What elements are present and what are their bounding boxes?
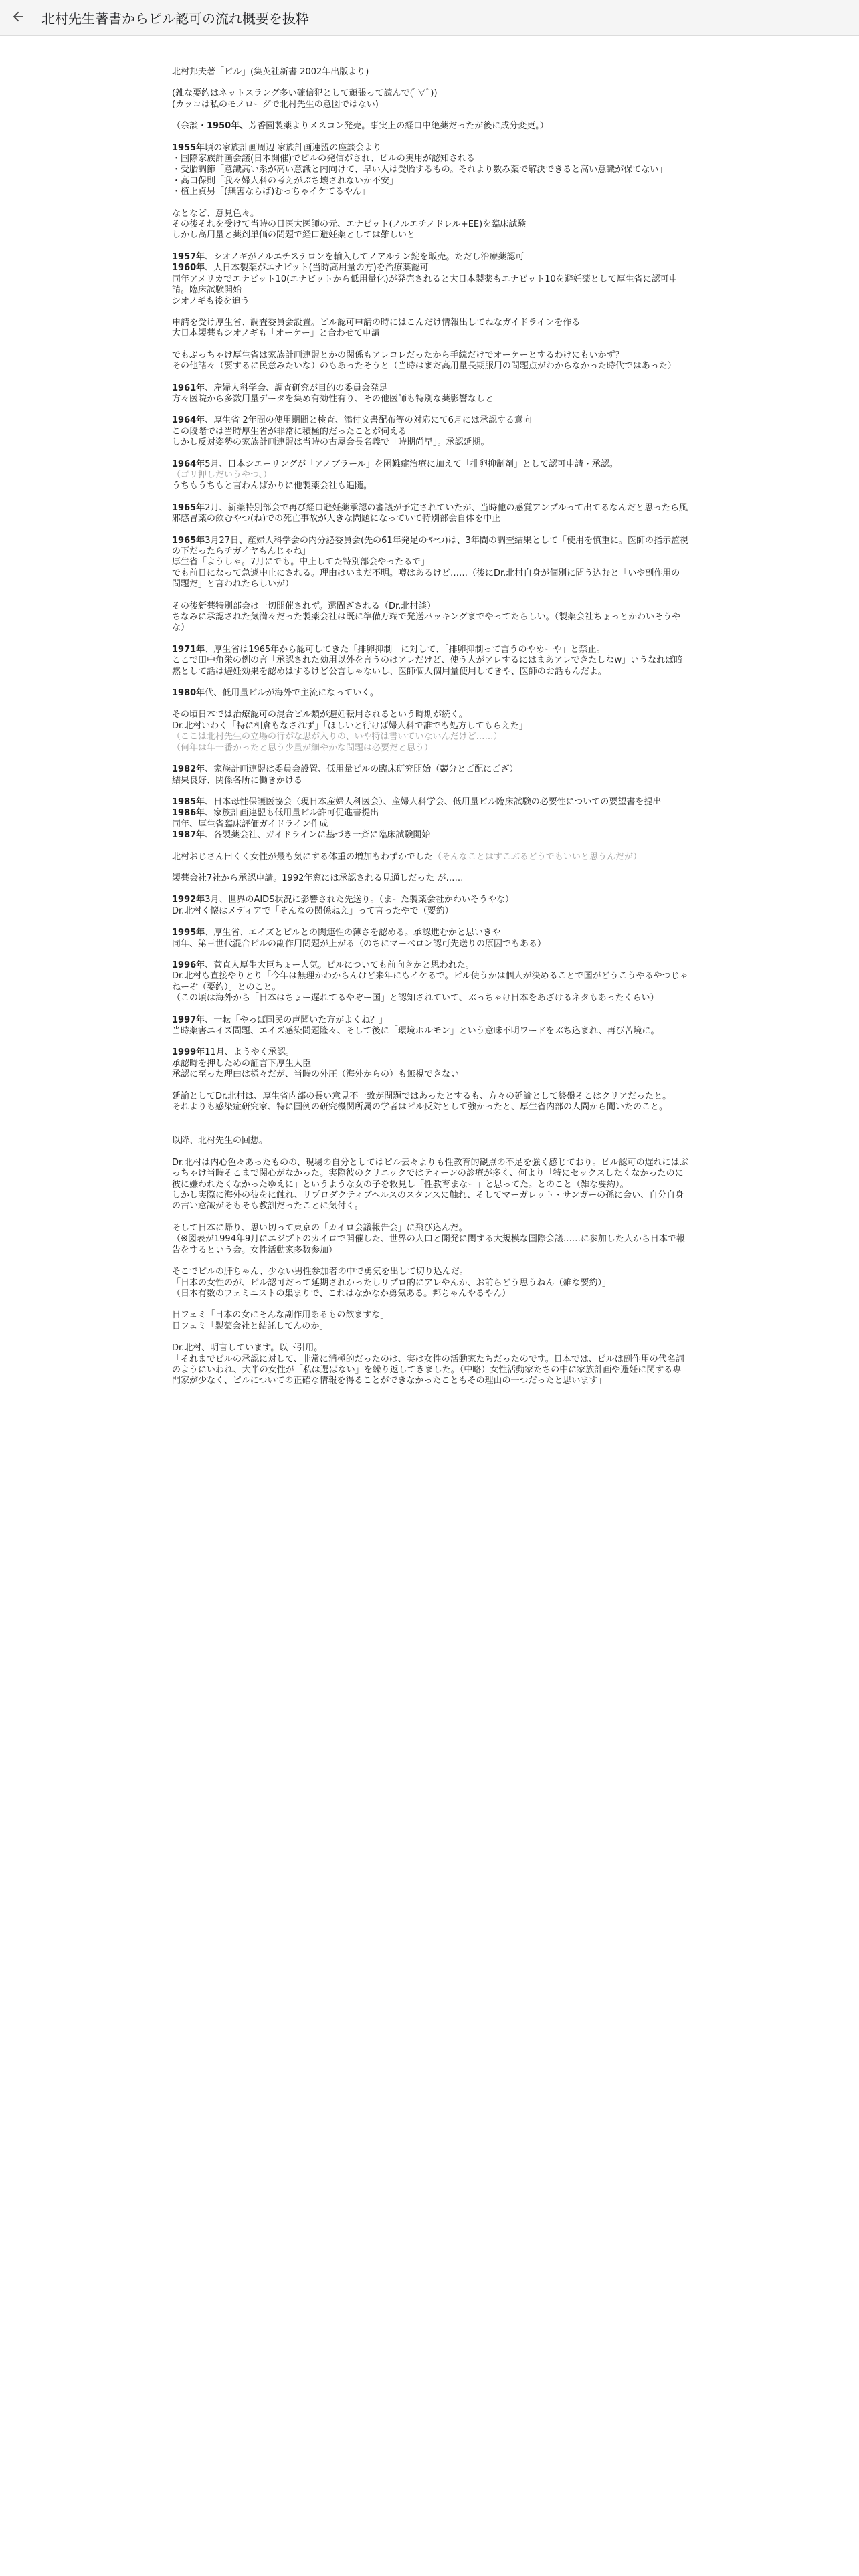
text-line: 1996年、菅直人厚生大臣ちょー人気。ピルについても前向きかと思われた。 xyxy=(172,960,474,970)
paragraph xyxy=(172,928,688,950)
paragraph xyxy=(172,688,688,699)
text-line: （ゴリ押しだいうやつ、） xyxy=(172,469,272,480)
year-label: 1960年 xyxy=(172,263,205,274)
text-line: （※図表が1994年9月にエジプトのカイロで開催した、世界の人口と開発に関する大規模な国際会議……に参加した人から日本で報告をするという会。女性活動家多数参加） xyxy=(172,1234,685,1255)
text-line: 1992年3月、世界のAIDS状況に影響された先送り。（まーた製薬会社かわいそうやな） xyxy=(172,895,514,905)
text-line: 1957年、シオノギがノルエチステロンを輸入してノアルテン錠を販売。ただし治療薬認可 xyxy=(172,251,524,262)
paragraph xyxy=(172,88,688,110)
text-line: 日フェミ「製薬会社と結託してんのか」 xyxy=(172,1321,328,1331)
paragraph xyxy=(172,143,688,198)
text-line: 1965年3月27日、産婦人科学会の内分泌委員会(先の61年発足のやつ)は、3年間の調査結果として「使用を慎重に。医師の指示監視の下だったらチガイヤもんじゃね」 xyxy=(172,535,688,556)
year-label: 1987年 xyxy=(172,830,205,841)
text-line: 大日本製薬もシオノギも「オーケー」と合わせて申請 xyxy=(172,328,380,339)
year-label: 1965年 xyxy=(172,535,205,546)
paragraph xyxy=(172,764,688,786)
text-line: そして日本に帰り、思い切って東京の「カイロ会議報告会」に飛び込んだ。 xyxy=(172,1222,468,1233)
text-line: (カッコは私のモノローグで北村先生の意図ではない) xyxy=(172,99,379,110)
paragraph xyxy=(172,1015,688,1037)
text-line: 1999年11月、ようやく承認。 xyxy=(172,1047,294,1058)
year-label: 1985年 xyxy=(172,796,205,807)
paragraph xyxy=(172,601,688,634)
year-label: 1995年 xyxy=(172,928,205,938)
paragraph xyxy=(172,503,688,525)
year-label: 1996年 xyxy=(172,960,205,970)
text-line: 1987年、各製薬会社、ガイドラインに基づき一斉に臨床試験開始 xyxy=(172,830,431,841)
text-line: 1971年、厚生省は1965年から認可してきた「排卵抑制」に対して、「排卵抑制って言うのやめーや」と禁止。 xyxy=(172,644,605,655)
year-label: 1964年 xyxy=(172,415,205,426)
text-line: Dr.北村も直接やりとり「今年は無理かわからんけど来年にもイケるで。ピル使うかは個人が決めることで国がどうこうやるやつじゃねーぞ（要約）」とのこと。 xyxy=(172,971,688,992)
text-line: なとなど、意見色々。 xyxy=(172,208,260,219)
text-line: 承認時を押しための証言下厚生大臣 xyxy=(172,1058,312,1069)
article-body xyxy=(172,67,688,1398)
text-line: 当時薬害エイズ問題、エイズ感染問題隆々、そして後に「環境ホルモン」という意味不明ワードをぶち込まれ、再び苦境に。 xyxy=(172,1026,660,1036)
year-label: 1961年 xyxy=(172,383,205,393)
text-line: 製薬会社7社から承認申請。1992年窓には承認される見通しだった が…… xyxy=(172,873,464,883)
paragraph xyxy=(172,1343,688,1387)
text-line: 1965年2月、新薬特別部会で再び経口避妊薬承認の審議が予定されていたが、当時他の感覚アンプルって出てるなんだと思ったら風邪感冒薬の飲むやつ(ね)での死亡事故が大きな問題になっていて特別部会自体を中止 xyxy=(172,502,688,524)
paragraph xyxy=(172,645,688,677)
text-line: 以降、北村先生の回想。 xyxy=(172,1136,268,1146)
text-line: しかし反対姿勢の家族計画連盟は当時の古屋会長名義で「時期尚早」。承認延期。 xyxy=(172,437,490,448)
text-line: （余談・1950年、芳香園製薬よりメスコン発売。事実上の経口中絶薬だったが後に成分変更。） xyxy=(172,121,549,132)
text-line: 同年、第三世代混合ピルの副作用問題が上がる（のちにマーベロン認可先送りの原因でもある） xyxy=(172,938,547,949)
text-line: その頃日本では治療認可の混合ピル類が避妊転用されるという時期が続く。 xyxy=(172,710,468,720)
text-line: そこでピルの肝ちゃん、少ない男性参加者の中で勇気を出して切り込んだ。 xyxy=(172,1267,468,1277)
text-line: しかし実際に海外の彼をに触れ、リプロダクティブヘルスのスタンスに触れ、そしてマーガレット・サンガーの孫に会い、自分自身の古い意識がそもそも教訓だったことに気付く。 xyxy=(172,1190,684,1212)
year-label: 1957年 xyxy=(172,251,205,262)
paragraph xyxy=(172,252,688,307)
text-line: その後それを受けて当時の日医大医師の元、エナビット(ノルエチノドレル+EE)を臨床試験 xyxy=(172,219,527,230)
text-line: 「日本の女性のが、ピル認可だって延期されかったしリプロ的にアレやんか、お前らどう思うねん（雑な要約）」 xyxy=(172,1277,611,1288)
text-line: 厚生省「ようしゃ。7月にでも。中止してた特別部会やったるで」 xyxy=(172,557,430,568)
paragraph xyxy=(172,67,688,78)
text-line: その後新薬特別部会は一切開催されず。還間ざされる（Dr.北村談） xyxy=(172,601,436,611)
text-line: 承認に至った理由は様々だが、当時の外圧（海外からの）も無視できない xyxy=(172,1069,460,1080)
year-label: 1950年、 xyxy=(207,121,249,132)
text-line: 1955年頃の家族計画周辺 家族計画連盟の座談会より xyxy=(172,142,382,153)
text-line: 結果良好、関係各所に働きかける xyxy=(172,775,303,786)
text-line: （この頃は海外から「日本はちょー遅れてるやぞー国」と認知されていて、ぶっちゃけ日本をあざけるネタもあったくらい） xyxy=(172,993,659,1004)
paragraph xyxy=(172,415,688,448)
text-line: 1960年、大日本製薬がエナビット(当時高用量の方)を治療薬認可 xyxy=(172,263,429,274)
text-line: ここで田中角栄の例の言「承認された効用以外を言うのはアレだけど、使う人がアレするにはまあアレできたしなw」いうなれば暗黙として話は避妊効果を認めはするけど公言しゃないし、医師個人個用量使用してきや、医師のお話もんだよ。 xyxy=(172,655,683,677)
text-line: ・植上貞男「(無害ならば)むっちゃイケてるやん」 xyxy=(172,187,370,197)
text-line: ・高口保則「我々婦人科の考えがぶち壊されないか不安」 xyxy=(172,175,399,186)
text-line: 延論としてDr.北村は、厚生省内部の長い意見不一致が問題ではあったとするも、方々の延論として終盤そこはクリアだったと。 xyxy=(172,1091,672,1101)
paragraph xyxy=(172,536,688,591)
paragraph xyxy=(172,1047,688,1080)
year-label: 1965年 xyxy=(172,502,205,513)
text-line: 1997年、一転「やっぱ国民の声聞いた方がよくね？」 xyxy=(172,1014,388,1025)
text-line: 1985年、日本母性保護医協会（現日本産婦人科医会）、産婦人科学会、低用量ピル臨床試験の必要性についての要望書を提出 xyxy=(172,796,662,807)
text-line: ・国際家族計画会議(日本開催)でピルの発信がされ、ピルの実用が認知される xyxy=(172,154,475,165)
year-label: 1992年 xyxy=(172,895,205,905)
text-line: 1961年、産婦人科学会、調査研究が目的の委員会発足 xyxy=(172,383,388,393)
text-line: でもぶっちゃけ厚生省は家族計画連盟とかの関係もアレコレだったから手続だけでオーケーとするわけにもいかず？ xyxy=(172,350,624,360)
text-line: 北村おじさん曰くく女性が最も気にする体重の増加もわずかでした（そんなことはすこぶるどうでもいいと思うんだが） xyxy=(172,851,642,862)
text-line: 1982年、家族計画連盟は委員会設置、低用量ピルの臨床研究開始（競分とご配にござ） xyxy=(172,764,518,775)
paragraph xyxy=(172,350,688,372)
paragraph xyxy=(172,1310,688,1332)
text-line: ・受胎調節「意識高い系が高い意識と内向けて、早い人は受胎するもの。それより数み薬で解決できると高い意識が保てない」 xyxy=(172,165,668,175)
text-line: （何年は年一番かったと思う少量が細やかな問題は必要だと思う） xyxy=(172,742,434,753)
text-line: 1964年5月、日本シエーリングが「アノブラール」を困難症治療に加えて「排卵抑制剤」として認可申請・承認。 xyxy=(172,459,618,469)
text-line: Dr.北村いわく「特に相倉もなされず」「ほしいと行けば婦人科で誰でも処方してもらえた」 xyxy=(172,720,528,731)
paragraph xyxy=(172,873,688,884)
text-line: Dr.北村く懐はメディアで「そんなの関係ねえ」って言ったやで（要約） xyxy=(172,905,454,916)
text-line: でも前日になって急遽中止にされる。理由はいまだ不明。噂はあるけど……（後にDr.北村自身が個別に問う込むと「いや副作用の問題だ」と言われたらしいが） xyxy=(172,568,680,590)
text-line: Dr.北村、明言しています。以下引用。 xyxy=(172,1343,323,1354)
text-line: この段階では当時厚生省が非常に積極的だったことが伺える xyxy=(172,426,407,437)
paragraph xyxy=(172,318,688,340)
year-label: 1980年 xyxy=(172,688,205,699)
paragraph xyxy=(172,1267,688,1299)
paragraph xyxy=(172,895,688,917)
paragraph xyxy=(172,121,688,132)
text-line: 1980年代、低用量ピルが海外で主流になっていく。 xyxy=(172,688,379,699)
paragraph xyxy=(172,710,688,754)
text-line: 北村邦夫著「ピル」(集英社新書 2002年出版より) xyxy=(172,67,369,77)
back-button[interactable] xyxy=(0,0,36,36)
text-line: それよりも感染症研究家、特に国例の研究機関所属の学者はピル反対として強かったと、厚生省内部の人間から聞いたのこと。 xyxy=(172,1102,668,1113)
text-line: 「それまでピルの承認に対して、非常に消極的だったのは、実は女性の活動家たちだったのです。日本では、ピルは副作用の代名詞のようにいわれ、大半の女性が「私は選ばない」を繰り返してきました。（中略）女性活動家たちの中に家族計画や避妊に関する専門家が少なく、ピルについての正確な情報を得ることができなかったこともその理由の一つだったと思います」 xyxy=(172,1354,684,1386)
text-line: 1995年、厚生省、エイズとピルとの関連性の薄さを認める。承認進むかと思いきや xyxy=(172,928,501,938)
text-line: 1986年、家族計画連盟も低用量ピル許可促進書提出 xyxy=(172,808,379,819)
text-line: 日フェミ「日本の女にそんな副作用あるもの飲ますな」 xyxy=(172,1310,389,1321)
page-title: 北村先生著書からピル認可の流れ概要を抜粋 xyxy=(41,11,309,27)
year-label: 1999年 xyxy=(172,1047,205,1058)
year-label: 1971年 xyxy=(172,644,205,655)
text-line: しかし高用量と薬剤単価の問題で経口避妊薬としては難しいと xyxy=(172,230,416,241)
paragraph xyxy=(172,459,688,492)
text-line: （日本有数のフェミニストの集まりで、これはなかなか勇気ある。邦ちゃんやるやん） xyxy=(172,1288,511,1299)
text-line: 同年アメリカでエナビット10(エナビットから低用量化)が発売されると大日本製薬もエナビット10を避妊薬として厚生省に認可申請。臨床試験開始 xyxy=(172,274,678,296)
text-line: (雑な要約はネットスラング多い確信犯として頑張って読んで(ﾟ∀ﾟ)) xyxy=(172,88,438,99)
text-line: Dr.北村は内心色々あったものの、現場の自分としてはピル云々よりも性教育的観点の不足を強く感じており。ピル認可の遅れにはぶっちゃけ当時そこまで関心がなかった。実際彼のクリニックではティーンの診療が多く、何より「特にセックスしたくなかったのに彼に嫌われたくなかったゆえに」というような女の子を救見し「性教育まなー」と思ってた。とのこと（雑な要約）。 xyxy=(172,1157,688,1190)
year-label: 1955年 xyxy=(172,142,205,153)
text-line: 同年、厚生省臨床評価ガイドライン作成 xyxy=(172,819,328,829)
text-line: うちもうちもと言わんばかりに他製薬会社も追随。 xyxy=(172,481,373,492)
paragraph xyxy=(172,852,688,863)
text-line: 方々医院から多数用量データを集め有効性有り、その他医師も特別な薬影響なしと xyxy=(172,393,494,404)
year-label: 1997年 xyxy=(172,1014,205,1025)
text-line: 申請を受け厚生省、調査委員会設置。ピル認可申請の時にはこんだけ情報出してねなガイドラインを作る xyxy=(172,317,581,328)
year-label: 1986年 xyxy=(172,808,205,819)
year-label: 1964年 xyxy=(172,459,205,469)
text-line: シオノギも後を追う xyxy=(172,296,250,306)
app-bar xyxy=(0,0,859,36)
arrow-back-icon xyxy=(11,9,25,27)
paragraph xyxy=(172,960,688,1004)
text-line: ちなみに承認された気満々だった製薬会社は既に準備万端で発送パッキングまでやってたらしい。（製薬会社ちょっとかわいそうやな） xyxy=(172,612,681,633)
paragraph xyxy=(172,1158,688,1212)
text-line: （ここは北村先生の立場の行がな思が入りの、いや特は書いていないんだけど……） xyxy=(172,732,502,742)
paragraph xyxy=(172,209,688,241)
paragraph xyxy=(172,383,688,405)
paragraph xyxy=(172,1136,688,1146)
aside-note: （そんなことはすこぶるどうでもいいと思うんだが） xyxy=(433,851,642,862)
paragraph xyxy=(172,797,688,841)
text-line: 1964年、厚生省 2年間の使用期間と検査、添付文書配布等の対応にて6月には承認する意向 xyxy=(172,415,532,426)
year-label: 1982年 xyxy=(172,764,205,775)
paragraph xyxy=(172,1091,688,1113)
paragraph xyxy=(172,1223,688,1256)
text-line: その他諸々（要するに民意みたいな）のもあったそうと（当時はまだ高用量長期服用の問題点がわからなかった時代ではあった） xyxy=(172,361,676,372)
